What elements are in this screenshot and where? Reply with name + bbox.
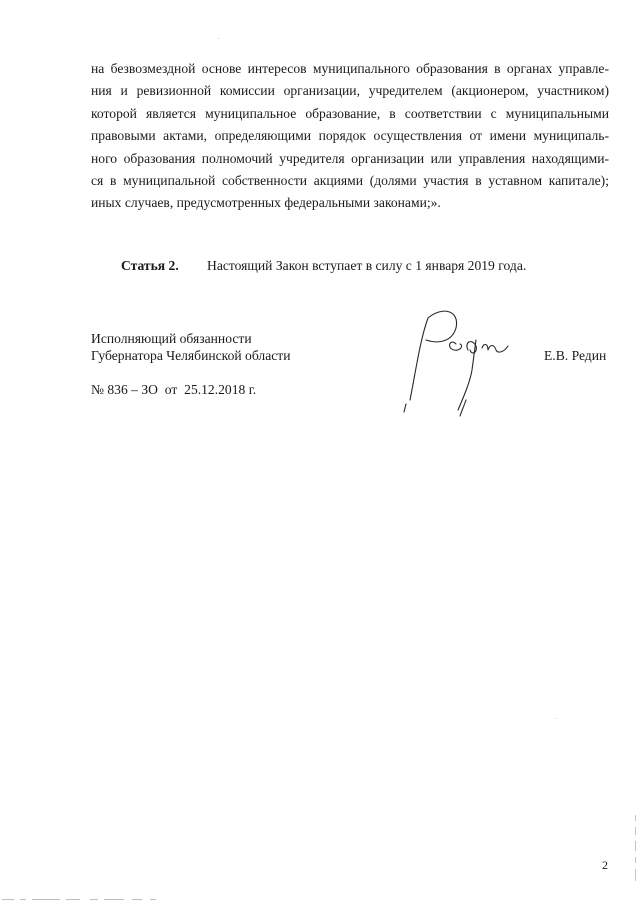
law-from: от xyxy=(164,382,178,397)
scan-edge-marks xyxy=(634,815,637,885)
law-registration xyxy=(91,381,256,398)
law-number: № 836 – ЗО xyxy=(91,382,158,397)
article-2 xyxy=(121,256,526,276)
scan-speck xyxy=(556,718,557,719)
article-text: Настоящий Закон вступает в силу с 1 января 2019 года. xyxy=(207,258,527,273)
law-text-paragraph xyxy=(91,58,609,215)
text-line: ного образования полномочий учредителя организации или управления находящими- xyxy=(91,150,609,166)
handwritten-signature xyxy=(398,300,538,430)
text-line: правовыми актами, определяющими порядок осуществления от имени муниципаль- xyxy=(91,128,609,144)
signatory-position xyxy=(91,330,291,364)
scan-artifact-dots xyxy=(0,898,170,902)
position-line-2: Губернатора Челябинской области xyxy=(91,348,291,363)
position-line-1: Исполняющий обязанности xyxy=(91,331,252,346)
law-date: 25.12.2018 г. xyxy=(184,382,257,397)
signatory-name: Е.В. Редин xyxy=(544,348,607,363)
text-line: ния и ревизионной комиссии организации, учредителем (акционером, участником) xyxy=(91,83,609,99)
text-line: иных случаев, предусмотренных федеральными законами;». xyxy=(91,195,441,211)
text-line: на безвозмездной основе интересов муниципального образования в органах управле- xyxy=(91,61,609,76)
text-line: которой является муниципальное образование, в соответствии с муниципальными xyxy=(91,105,609,121)
page-number: 2 xyxy=(602,858,608,872)
text-line: ся в муниципальной собственности акциями (долями участия в уставном капитале); xyxy=(91,172,609,188)
scan-speck xyxy=(218,38,219,39)
article-label: Статья 2. xyxy=(121,258,179,273)
